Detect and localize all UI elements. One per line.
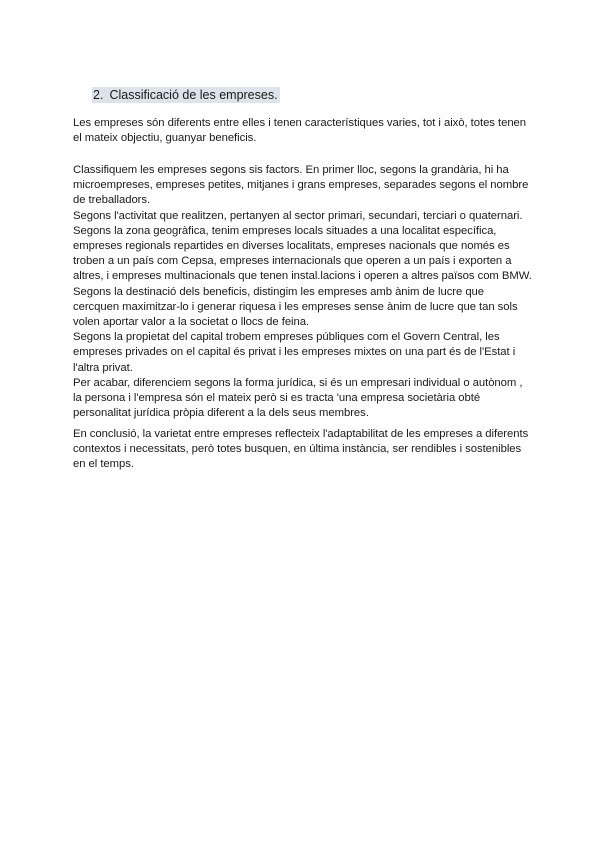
- text-line: microempreses, empreses petites, mitjanes i grans empreses, separades segons el nombre: [73, 179, 529, 192]
- text-line: cercquen maximitzar-lo i generar riquesa i les empreses sense ànim de lucre que tan sols: [73, 300, 518, 313]
- section-number: 2.: [93, 88, 104, 102]
- text-line: en el temps.: [73, 458, 134, 471]
- text-line: Classifiquem les empreses segons sis factors. En primer lloc, segons la grandària, hi ha: [73, 164, 509, 176]
- text-line: personalitat jurídica pròpia diferent a la dels seus membres.: [73, 407, 369, 420]
- conclusion-paragraph: [73, 427, 533, 473]
- text-line: empreses regionals repartides en diverses localitats, empreses nacionals que només es: [73, 240, 510, 253]
- text-line: Segons l'activitat que realitzen, pertanyen al sector primari, secundari, terciari o quaternari.: [73, 209, 523, 222]
- classification-paragraph: [73, 163, 533, 421]
- text-line: Les empreses són diferents entre elles i tenen característiques varies, tot i això, totes tenen: [73, 117, 527, 129]
- text-line: de treballadors.: [73, 194, 151, 207]
- text-line: En conclusió, la varietat entre empreses reflecteix l'adaptabilitat de les empreses a diferents: [73, 428, 529, 440]
- text-line: altres, i empreses multinacionals que tenen instal.lacions i operen a altres països com BMW.: [73, 270, 532, 283]
- text-line: el mateix objectiu, guanyar beneficis.: [73, 132, 257, 145]
- section-heading: [92, 87, 280, 103]
- text-line: Per acabar, diferenciem segons la forma jurídica, si és un empresari individual o autònom ,: [73, 376, 523, 389]
- text-line: la persona i l'empresa són el mateix però si es tracta 'una empresa societària obté: [73, 392, 481, 405]
- text-line: contextos i necessitats, però totes busquen, en última instància, ser rendibles i sostenibles: [73, 443, 522, 456]
- text-line: Segons la propietat del capital trobem empreses públiques com el Govern Central, les: [73, 331, 500, 344]
- text-line: Segons la destinació dels beneficis, distingim les empreses amb ànim de lucre que: [73, 285, 485, 298]
- text-line: empreses privades on el capital és privat i les empreses mixtes on una part és de l'Estat i: [73, 346, 516, 359]
- text-line: l'altra privat.: [73, 361, 133, 374]
- intro-paragraph: [73, 116, 533, 146]
- section-title: Classificació de les empreses.: [109, 88, 278, 102]
- text-line: volen aportar valor a la societat o llocs de feina.: [73, 316, 310, 329]
- text-line: troben a un país com Cepsa, empreses internacionals que operen a un país i exporten a: [73, 255, 512, 268]
- text-line: Segons la zona geogràfica, tenim empreses locals situades a una localitat específica,: [73, 224, 497, 237]
